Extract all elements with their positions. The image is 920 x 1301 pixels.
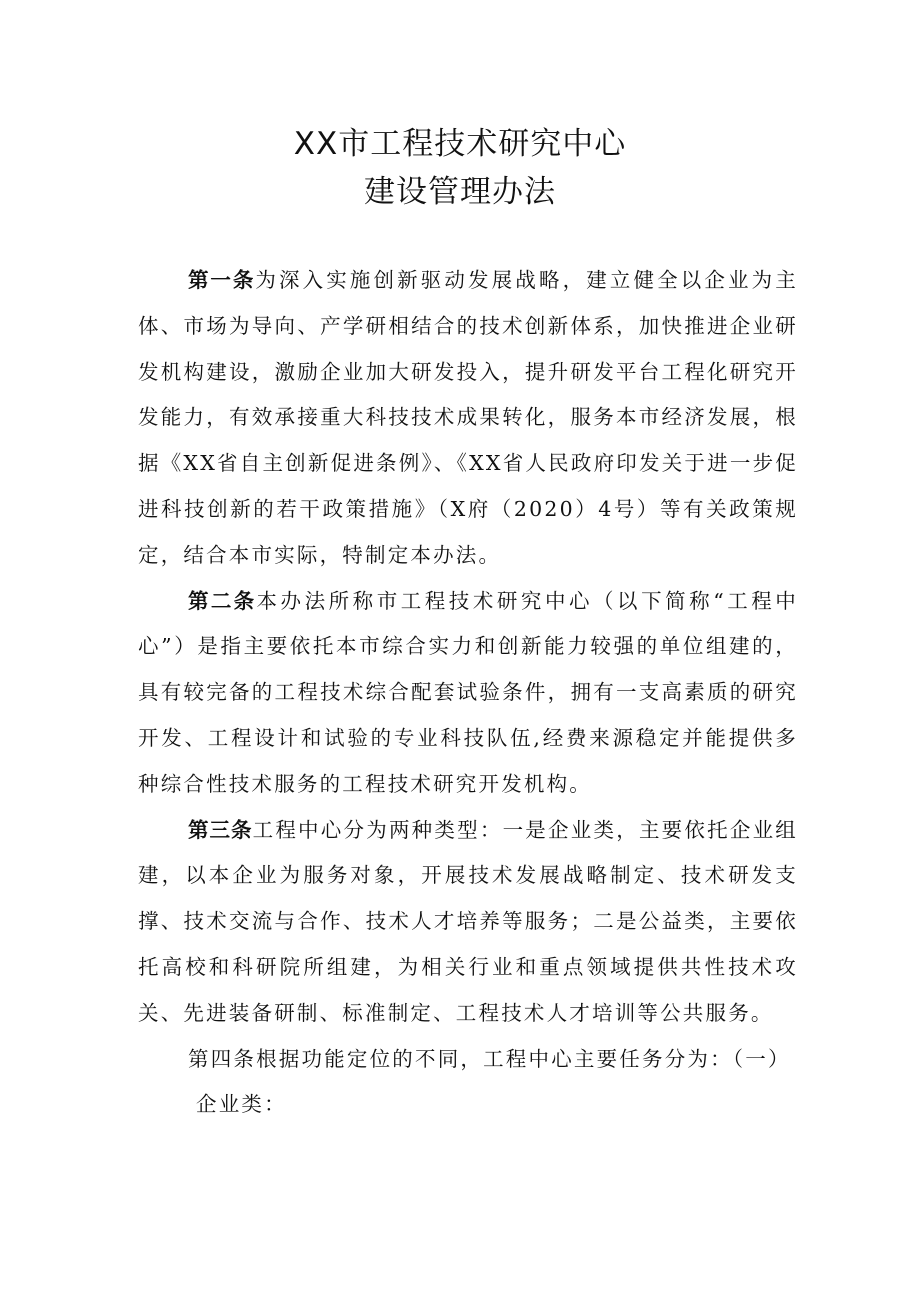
article-3	[138, 808, 798, 1037]
document-subtitle: 建设管理办法	[364, 174, 556, 210]
article-4-line-1: 第四条根据功能定位的不同，工程中心主要任务分为：（一）	[188, 1046, 791, 1071]
article-2-heading: 第二条	[188, 588, 257, 613]
document-body	[138, 258, 798, 1128]
article-4-line-2: 企业类：	[196, 1092, 287, 1117]
article-3-text: 工程中心分为两种类型：一是企业类，主要依托企业组建，以本企业为服务对象，开展技术发展战略制定、技术研发支撑、技术交流与合作、技术人才培养等服务；二是公益类，主要依托高校和科研院所组建，为相关行业和重点领域提供共性技术攻关、先进装备研制、标准制定、工程技术人才培训等公共服务。	[138, 817, 799, 1025]
document-title: XX市工程技术研究中心	[293, 126, 627, 162]
article-1-heading: 第一条	[188, 268, 256, 292]
article-1-text: 为深入实施创新驱动发展战略，建立健全以企业为主体、市场为导向、产学研相结合的技术创新体系，加快推进企业研发机构建设，激励企业加大研发投入，提升研发平台工程化研究开发能力，有效承接重大科技技术成果转化，服务本市经济发展，根据《XX省自主创新促进条例》、《XX省人民政府印发关于进一步促进科技创新的若干政策措施》（X府（2020）4号）等有关政策规定，结合本市实际，特制定本办法。	[138, 268, 798, 567]
article-2-text: 本办法所称市工程技术研究中心（以下简称“工程中心”）是指主要依托本市综合实力和创新能力较强的单位组建的，具有较完备的工程技术综合配套试验条件，拥有一支高素质的研究开发、工程设计和试验的专业科技队伍,经费来源稳定并能提供多种综合性技术服务的工程技术研究开发机构。	[138, 588, 798, 796]
article-2	[138, 579, 798, 808]
article-1	[138, 258, 798, 579]
article-3-heading: 第三条	[188, 817, 253, 842]
